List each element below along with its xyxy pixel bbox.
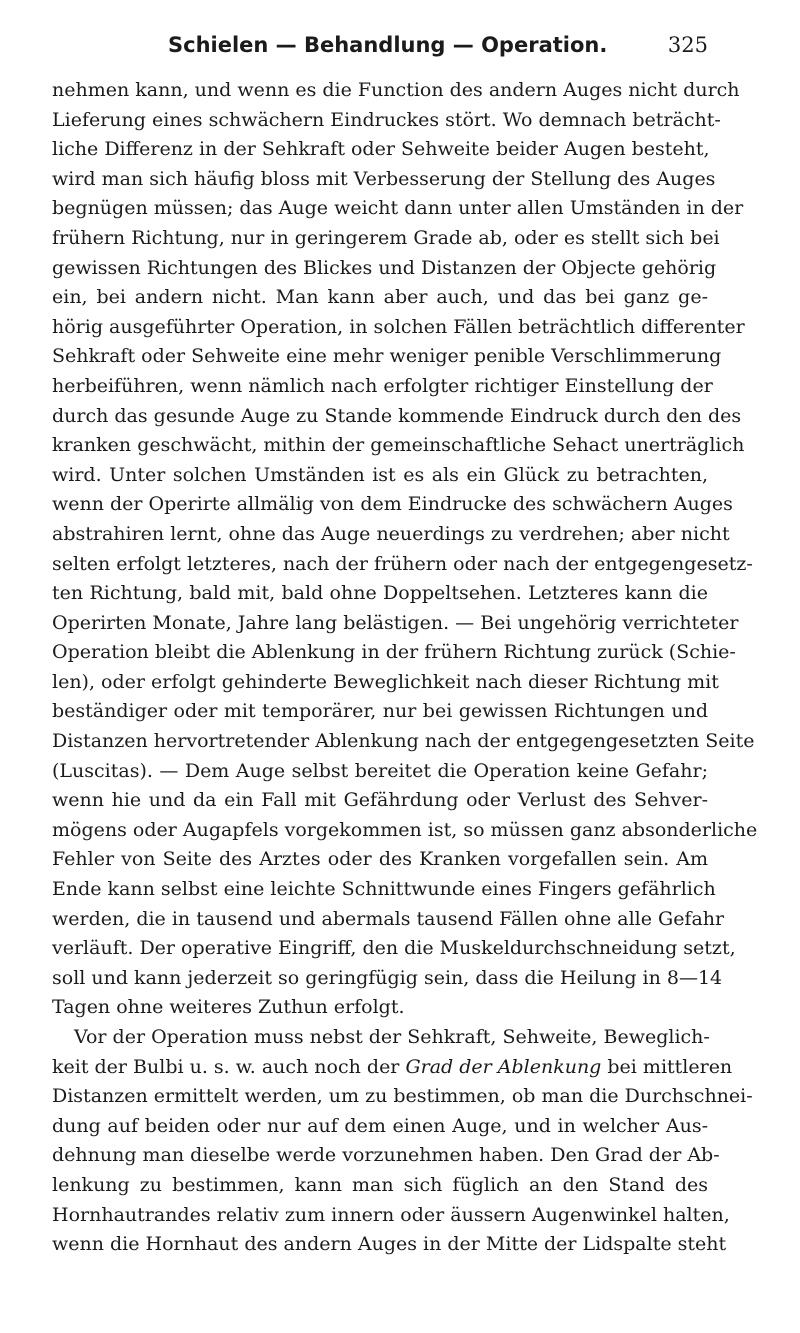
text-line: len), oder erfolgt gehinderte Beweglichkeit nach dieser Richtung mit	[52, 670, 719, 693]
running-head	[168, 28, 708, 62]
text-line: Hornhautrandes relativ zum innern oder äussern Augenwinkel halten,	[52, 1203, 730, 1226]
text-line: herbeiführen, wenn nämlich nach erfolgter richtiger Einstellung der	[52, 374, 713, 397]
text-line: dung auf beiden oder nur auf dem einen Auge, und in welcher Aus-	[52, 1114, 708, 1137]
text-line: wenn die Hornhaut des andern Auges in der Mitte der Lidspalte steht	[52, 1233, 727, 1256]
text-line: liche Differenz in der Sehkraft oder Sehweite beider Augen besteht,	[52, 138, 710, 161]
text-line: wenn der Operirte allmälig von dem Eindrucke des schwächern Auges	[52, 493, 733, 516]
emphasized-term: Grad der Ablenkung	[405, 1055, 602, 1078]
text-line: Operation bleibt die Ablenkung in der frühern Richtung zurück (Schie-	[52, 641, 736, 664]
text-line: lenkung zu bestimmen, kann man sich füglich an den Stand des	[52, 1173, 708, 1196]
text-line: wird. Unter solchen Umständen ist es als ein Glück zu betrachten,	[52, 463, 708, 486]
page-number: 325	[667, 33, 708, 57]
text-line: wenn hie und da ein Fall mit Gefährdung oder Verlust des Sehver-	[52, 789, 708, 812]
text-line: Ende kann selbst eine leichte Schnittwunde eines Fingers gefährlich	[52, 878, 716, 901]
text-segment: keit der Bulbi u. s. w. auch noch der	[52, 1055, 406, 1078]
text-line-with-emphasis	[52, 1053, 733, 1083]
text-line: Operirten Monate, Jahre lang belästigen. — Bei ungehörig verrichteter	[52, 611, 739, 634]
text-segment: bei mittleren	[601, 1055, 733, 1078]
text-line: Sehkraft oder Sehweite eine mehr weniger penible Verschlimmerung	[52, 345, 722, 368]
text-line: mögens oder Augapfels vorgekommen ist, so müssen ganz absonderliche	[52, 818, 758, 841]
body-text	[52, 76, 758, 1260]
text-line: abstrahiren lernt, ohne das Auge neuerdings zu verdrehen; aber nicht	[52, 522, 730, 545]
running-head-title: Schielen — Behandlung — Operation.	[168, 33, 608, 57]
text-line: dehnung man dieselbe werde vorzunehmen haben. Den Grad der Ab-	[52, 1144, 720, 1167]
text-line: Distanzen hervortretender Ablenkung nach der entgegengesetzten Seite	[52, 730, 755, 753]
text-line: begnügen müssen; das Auge weicht dann unter allen Umständen in der	[52, 197, 744, 220]
text-line: beständiger oder mit temporärer, nur bei gewissen Richtungen und	[52, 700, 708, 723]
text-line: Distanzen ermittelt werden, um zu bestimmen, ob man die Durchschnei-	[52, 1085, 753, 1108]
text-line: hörig ausgeführter Operation, in solchen Fällen beträchtlich differenter	[52, 315, 745, 338]
text-line: selten erfolgt letzteres, nach der frühern oder nach der entgegengesetz-	[52, 552, 753, 575]
text-line: wird man sich häufig bloss mit Verbesserung der Stellung des Auges	[52, 167, 716, 190]
text-line: nehmen kann, und wenn es die Function des andern Auges nicht durch	[52, 79, 740, 101]
text-line: frühern Richtung, nur in geringerem Grade ab, oder es stellt sich bei	[52, 226, 720, 249]
text-line: durch das gesunde Auge zu Stande kommende Eindruck durch den des	[52, 404, 742, 427]
text-line: soll und kann jederzeit so geringfügig sein, dass die Heilung in 8—14	[52, 966, 723, 989]
text-line: Tagen ohne weiteres Zuthun erfolgt.	[52, 996, 405, 1019]
text-line: ten Richtung, bald mit, bald ohne Doppeltsehen. Letzteres kann die	[52, 582, 708, 605]
text-line: kranken geschwächt, mithin der gemeinschaftliche Sehact unerträglich	[52, 434, 745, 457]
text-line: Fehler von Seite des Arztes oder des Kranken vorgefallen sein. Am	[52, 848, 708, 871]
text-line: Vor der Operation muss nebst der Sehkraft, Sehweite, Beweglich-	[74, 1026, 710, 1048]
text-line: Lieferung eines schwächern Eindruckes stört. Wo demnach beträcht-	[52, 108, 721, 131]
text-line: werden, die in tausend und abermals tausend Fällen ohne alle Gefahr	[52, 907, 725, 930]
text-line: gewissen Richtungen des Blickes und Distanzen der Objecte gehörig	[52, 256, 717, 279]
text-line: ein, bei andern nicht. Man kann aber auch, und das bei ganz ge-	[52, 286, 708, 309]
text-line: verläuft. Der operative Eingriff, den die Muskeldurchschneidung setzt,	[52, 937, 736, 960]
text-line: (Luscitas). — Dem Auge selbst bereitet die Operation keine Gefahr;	[52, 759, 708, 782]
